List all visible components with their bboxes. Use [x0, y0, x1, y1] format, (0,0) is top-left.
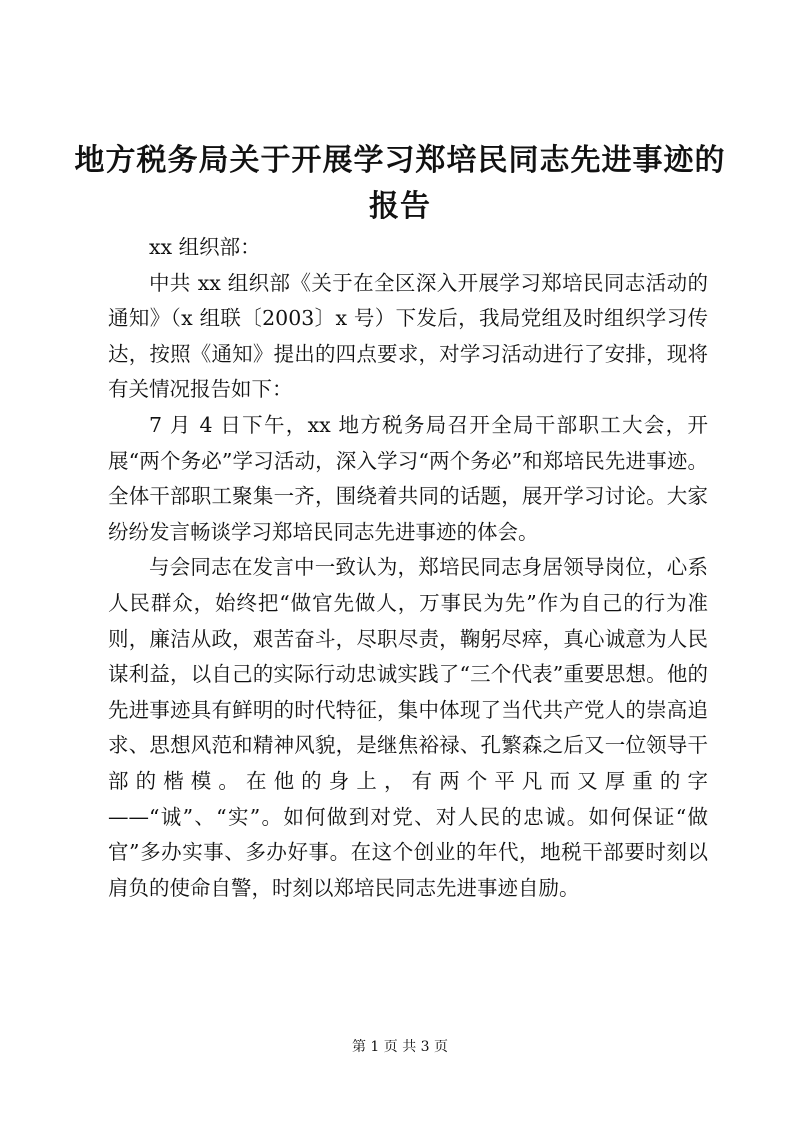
paragraph-3: 与会同志在发言中一致认为，郑培民同志身居领导岗位，心系人民群众，始终把“做官先做人，万事民为先”作为自己的行为准则，廉洁从政，艰苦奋斗，尽职尽责，鞠躬尽瘁，真心诚意为人民谋利益，以自己的实际行动忠诚实践了“三个代表”重要思想。他的先进事迹具有鲜明的时代特征，集中体现了当代共产党人的崇高追求、思想风范和精神风貌，是继焦裕禄、孔繁森之后又一位领导干部的楷模。在他的身上，有两个平凡而又厚重的字——“诚”、“实”。如何做到对党、对人民的忠诚。如何保证“做官”多办实事、多办好事。在这个创业的年代，地税干部要时刻以肩负的使命自警，时刻以郑培民同志先进事迹自励。	[108, 555, 708, 900]
document-body	[108, 230, 708, 906]
document-title: 地方税务局关于开展学习郑培民同志先进事迹的报告	[74, 143, 726, 224]
paragraph-2: 7 月 4 日下午，xx 地方税务局召开全局干部职工大会，开展“两个务必”学习活动，深入学习“两个务必”和郑培民先进事迹。全体干部职工聚集一齐，围绕着共同的话题，展开学习讨论。大家纷纷发言畅谈学习郑培民同志先进事迹的体会。	[108, 412, 708, 544]
page-footer: 第 1 页 共 3 页	[351, 1039, 449, 1055]
salutation: xx 组织部：	[149, 235, 261, 259]
paragraph-1: 中共 xx 组织部《关于在全区深入开展学习郑培民同志活动的通知》（x 组联〔2003〕x 号）下发后，我局党组及时组织学习传达，按照《通知》提出的四点要求，对学习活动进行了安排，现将有关情况报告如下：	[108, 270, 708, 402]
